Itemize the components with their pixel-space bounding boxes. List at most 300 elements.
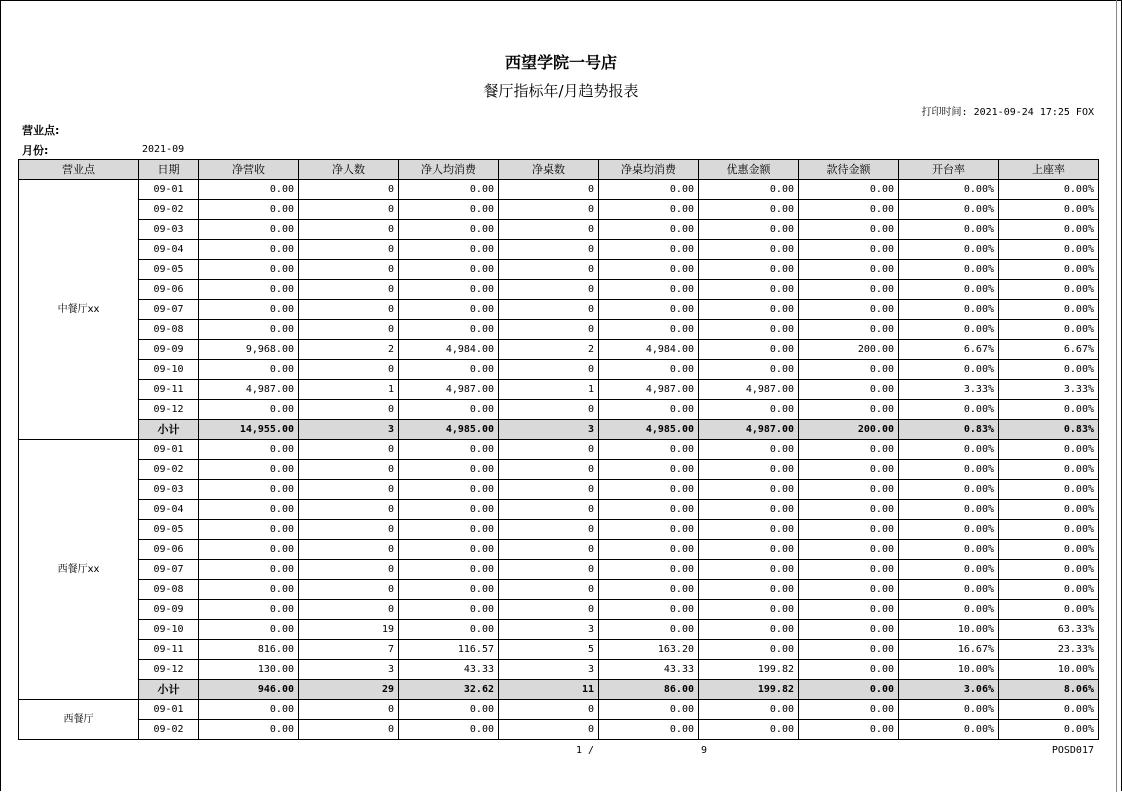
table-row: [19, 600, 1099, 620]
value-cell: 0.00: [799, 540, 899, 560]
value-cell: 0.00%: [899, 280, 999, 300]
date-cell: 09-10: [139, 360, 199, 380]
value-cell: 0.00: [799, 720, 899, 740]
value-cell: 0: [499, 360, 599, 380]
value-cell: 0.00: [799, 500, 899, 520]
value-cell: 4,987.00: [699, 380, 799, 400]
value-cell: 0.00: [199, 280, 299, 300]
value-cell: 0.00: [699, 500, 799, 520]
value-cell: 0.00: [399, 460, 499, 480]
value-cell: 0.00: [799, 220, 899, 240]
value-cell: 0.00%: [899, 220, 999, 240]
value-cell: 0: [299, 300, 399, 320]
value-cell: 7: [299, 640, 399, 660]
outlet-name: 中餐厅xx: [19, 180, 139, 440]
value-cell: 0.00: [199, 620, 299, 640]
value-cell: 0.00: [199, 180, 299, 200]
value-cell: 0: [299, 580, 399, 600]
value-cell: 0.00%: [999, 360, 1099, 380]
value-cell: 0.00: [599, 500, 699, 520]
table-row: [19, 500, 1099, 520]
table-row: [19, 620, 1099, 640]
date-cell: 09-11: [139, 640, 199, 660]
value-cell: 0.00: [699, 360, 799, 380]
table-row: [19, 580, 1099, 600]
value-cell: 200.00: [799, 340, 899, 360]
subtotal-cell: 3.06%: [899, 680, 999, 700]
value-cell: 0: [499, 580, 599, 600]
report-subtitle: 餐厅指标年/月趋势报表: [483, 82, 639, 100]
page-total: 9: [701, 745, 708, 756]
value-cell: 0.00: [399, 520, 499, 540]
value-cell: 0.00%: [999, 440, 1099, 460]
subtotal-cell: 4,985.00: [399, 420, 499, 440]
value-cell: 1: [499, 380, 599, 400]
value-cell: 0.00: [599, 560, 699, 580]
value-cell: 0.00: [799, 400, 899, 420]
subtotal-cell: 32.62: [399, 680, 499, 700]
value-cell: 0: [299, 560, 399, 580]
subtotal-cell: 11: [499, 680, 599, 700]
table-row: [19, 560, 1099, 580]
value-cell: 0.00%: [899, 500, 999, 520]
value-cell: 0.00%: [999, 600, 1099, 620]
value-cell: 0.00: [699, 620, 799, 640]
value-cell: 43.33: [399, 660, 499, 680]
value-cell: 0.00%: [999, 720, 1099, 740]
value-cell: 0.00%: [999, 400, 1099, 420]
value-cell: 0.00: [799, 520, 899, 540]
value-cell: 0.00: [399, 360, 499, 380]
table-row: [19, 260, 1099, 280]
table-row: [19, 480, 1099, 500]
value-cell: 0.00%: [899, 600, 999, 620]
value-cell: 0.00%: [999, 540, 1099, 560]
value-cell: 0.00%: [899, 480, 999, 500]
value-cell: 0.00: [199, 260, 299, 280]
value-cell: 0: [499, 700, 599, 720]
value-cell: 0: [299, 320, 399, 340]
value-cell: 3.33%: [999, 380, 1099, 400]
value-cell: 0.00%: [999, 480, 1099, 500]
value-cell: 0.00: [399, 620, 499, 640]
value-cell: 0: [499, 500, 599, 520]
page-edge: [1116, 0, 1117, 792]
table-row: [19, 280, 1099, 300]
column-header: 营业点: [19, 160, 139, 180]
value-cell: 0: [499, 520, 599, 540]
report-table: [18, 159, 1099, 740]
value-cell: 0.00: [799, 200, 899, 220]
value-cell: 19: [299, 620, 399, 640]
value-cell: 0.00: [799, 600, 899, 620]
value-cell: 0: [299, 700, 399, 720]
table-row: [19, 200, 1099, 220]
subtotal-cell: 0.83%: [999, 420, 1099, 440]
date-cell: 09-05: [139, 520, 199, 540]
value-cell: 0.00: [599, 360, 699, 380]
value-cell: 0.00: [699, 480, 799, 500]
value-cell: 0.00%: [999, 300, 1099, 320]
column-header: 净桌数: [499, 160, 599, 180]
value-cell: 0.00: [199, 200, 299, 220]
column-header: 日期: [139, 160, 199, 180]
date-cell: 09-01: [139, 700, 199, 720]
date-cell: 09-10: [139, 620, 199, 640]
value-cell: 0.00: [599, 620, 699, 640]
value-cell: 0.00: [799, 460, 899, 480]
value-cell: 0.00: [799, 660, 899, 680]
subtotal-cell: 3: [299, 420, 399, 440]
column-header: 开台率: [899, 160, 999, 180]
value-cell: 0: [499, 320, 599, 340]
value-cell: 6.67%: [999, 340, 1099, 360]
value-cell: 0.00: [699, 180, 799, 200]
value-cell: 0: [499, 440, 599, 460]
value-cell: 0.00: [399, 600, 499, 620]
date-cell: 09-03: [139, 220, 199, 240]
value-cell: 0.00%: [899, 300, 999, 320]
value-cell: 0: [299, 400, 399, 420]
value-cell: 0: [499, 460, 599, 480]
value-cell: 0.00: [799, 480, 899, 500]
value-cell: 0.00: [399, 480, 499, 500]
value-cell: 3: [299, 660, 399, 680]
value-cell: 0.00: [399, 560, 499, 580]
value-cell: 0.00%: [899, 720, 999, 740]
date-cell: 09-09: [139, 340, 199, 360]
value-cell: 3: [499, 620, 599, 640]
value-cell: 0.00: [699, 600, 799, 620]
value-cell: 4,984.00: [399, 340, 499, 360]
value-cell: 0.00: [599, 320, 699, 340]
value-cell: 0: [299, 540, 399, 560]
value-cell: 4,987.00: [599, 380, 699, 400]
report-title: 西望学院一号店: [504, 53, 617, 72]
value-cell: 0.00: [199, 240, 299, 260]
value-cell: 0.00: [199, 460, 299, 480]
value-cell: 130.00: [199, 660, 299, 680]
subtotal-cell: 200.00: [799, 420, 899, 440]
value-cell: 0.00: [599, 440, 699, 460]
value-cell: 0: [299, 200, 399, 220]
date-cell: 09-06: [139, 280, 199, 300]
value-cell: 0.00%: [899, 580, 999, 600]
column-header: 净人数: [299, 160, 399, 180]
value-cell: 0.00: [699, 300, 799, 320]
value-cell: 0.00: [799, 440, 899, 460]
subtotal-label: 小计: [139, 680, 199, 700]
column-header: 净人均消费: [399, 160, 499, 180]
value-cell: 0.00: [799, 580, 899, 600]
subtotal-cell: 0.00: [799, 680, 899, 700]
value-cell: 0.00: [699, 200, 799, 220]
value-cell: 0: [499, 220, 599, 240]
value-cell: 0.00: [799, 560, 899, 580]
value-cell: 0.00: [599, 520, 699, 540]
value-cell: 0.00: [599, 460, 699, 480]
value-cell: 4,987.00: [399, 380, 499, 400]
value-cell: 0.00%: [899, 360, 999, 380]
value-cell: 0.00: [399, 500, 499, 520]
value-cell: 0.00%: [999, 240, 1099, 260]
date-cell: 09-04: [139, 240, 199, 260]
value-cell: 0.00%: [899, 180, 999, 200]
value-cell: 0.00%: [899, 320, 999, 340]
value-cell: 0.00: [199, 400, 299, 420]
date-cell: 09-07: [139, 300, 199, 320]
subtotal-cell: 14,955.00: [199, 420, 299, 440]
value-cell: 0.00: [399, 300, 499, 320]
value-cell: 0.00: [399, 580, 499, 600]
subtotal-row: [19, 680, 1099, 700]
subtotal-label: 小计: [139, 420, 199, 440]
value-cell: 0.00%: [999, 560, 1099, 580]
table-row: [19, 640, 1099, 660]
column-header: 净桌均消费: [599, 160, 699, 180]
value-cell: 0.00: [399, 720, 499, 740]
value-cell: 0.00%: [999, 260, 1099, 280]
outlet-label: 营业点:: [22, 124, 60, 137]
value-cell: 0.00: [799, 260, 899, 280]
column-header: 净营收: [199, 160, 299, 180]
value-cell: 0.00: [199, 320, 299, 340]
value-cell: 0: [499, 180, 599, 200]
value-cell: 0.00: [599, 280, 699, 300]
value-cell: 0.00: [399, 240, 499, 260]
value-cell: 0.00: [599, 720, 699, 740]
value-cell: 0.00: [599, 540, 699, 560]
value-cell: 0: [299, 460, 399, 480]
value-cell: 0.00%: [899, 460, 999, 480]
value-cell: 0.00: [199, 440, 299, 460]
value-cell: 0.00: [399, 700, 499, 720]
value-cell: 2: [299, 340, 399, 360]
value-cell: 0.00%: [899, 240, 999, 260]
value-cell: 0.00: [799, 700, 899, 720]
value-cell: 0.00: [199, 560, 299, 580]
table-row: [19, 380, 1099, 400]
value-cell: 0.00%: [899, 540, 999, 560]
value-cell: 0.00: [699, 460, 799, 480]
date-cell: 09-02: [139, 200, 199, 220]
table-row: [19, 180, 1099, 200]
subtotal-cell: 0.83%: [899, 420, 999, 440]
value-cell: 0.00: [399, 320, 499, 340]
date-cell: 09-07: [139, 560, 199, 580]
value-cell: 0.00: [399, 540, 499, 560]
value-cell: 0.00%: [999, 200, 1099, 220]
subtotal-cell: 3: [499, 420, 599, 440]
value-cell: 0.00: [699, 340, 799, 360]
table-row: [19, 400, 1099, 420]
value-cell: 0.00: [199, 480, 299, 500]
value-cell: 0.00: [699, 240, 799, 260]
table-row: [19, 220, 1099, 240]
table-row: [19, 440, 1099, 460]
table-row: [19, 720, 1099, 740]
value-cell: 0.00: [199, 700, 299, 720]
month-value: 2021-09: [142, 144, 185, 155]
date-cell: 09-08: [139, 580, 199, 600]
value-cell: 0: [299, 360, 399, 380]
value-cell: 0.00%: [999, 320, 1099, 340]
value-cell: 0.00: [599, 300, 699, 320]
value-cell: 0.00: [599, 240, 699, 260]
value-cell: 0.00: [699, 640, 799, 660]
value-cell: 0.00: [399, 220, 499, 240]
table-header-row: [19, 160, 1099, 180]
value-cell: 0.00: [599, 580, 699, 600]
value-cell: 5: [499, 640, 599, 660]
value-cell: 0: [299, 280, 399, 300]
month-label: 月份:: [22, 144, 49, 157]
outlet-name: 西餐厅xx: [19, 440, 139, 700]
value-cell: 0.00: [199, 220, 299, 240]
value-cell: 0: [499, 560, 599, 580]
value-cell: 0: [499, 300, 599, 320]
value-cell: 0.00: [399, 180, 499, 200]
date-cell: 09-04: [139, 500, 199, 520]
value-cell: 0.00: [399, 280, 499, 300]
value-cell: 0.00: [399, 260, 499, 280]
value-cell: 199.82: [699, 660, 799, 680]
value-cell: 3: [499, 660, 599, 680]
value-cell: 0.00%: [999, 500, 1099, 520]
date-cell: 09-02: [139, 460, 199, 480]
value-cell: 0.00%: [999, 460, 1099, 480]
value-cell: 0.00: [599, 700, 699, 720]
value-cell: 0: [499, 400, 599, 420]
subtotal-cell: 946.00: [199, 680, 299, 700]
value-cell: 3.33%: [899, 380, 999, 400]
value-cell: 0.00: [699, 520, 799, 540]
value-cell: 0.00: [199, 540, 299, 560]
value-cell: 0.00: [699, 220, 799, 240]
value-cell: 0.00: [199, 360, 299, 380]
value-cell: 0.00: [699, 720, 799, 740]
value-cell: 0.00: [599, 480, 699, 500]
value-cell: 0: [499, 480, 599, 500]
value-cell: 0.00%: [999, 180, 1099, 200]
subtotal-cell: 4,987.00: [699, 420, 799, 440]
date-cell: 09-08: [139, 320, 199, 340]
value-cell: 4,987.00: [199, 380, 299, 400]
value-cell: 0.00: [699, 580, 799, 600]
value-cell: 0.00: [599, 220, 699, 240]
date-cell: 09-09: [139, 600, 199, 620]
value-cell: 0.00: [399, 200, 499, 220]
value-cell: 0.00: [799, 240, 899, 260]
table-row: [19, 660, 1099, 680]
value-cell: 0.00: [699, 540, 799, 560]
column-header: 上座率: [999, 160, 1099, 180]
value-cell: 0.00: [799, 380, 899, 400]
outlet-name: 西餐厅: [19, 700, 139, 740]
value-cell: 0.00: [199, 580, 299, 600]
value-cell: 0.00: [699, 700, 799, 720]
value-cell: 0.00%: [899, 440, 999, 460]
value-cell: 0: [499, 720, 599, 740]
value-cell: 0.00: [799, 360, 899, 380]
value-cell: 4,984.00: [599, 340, 699, 360]
value-cell: 0: [499, 200, 599, 220]
table-row: [19, 360, 1099, 380]
value-cell: 2: [499, 340, 599, 360]
value-cell: 0: [499, 280, 599, 300]
value-cell: 0.00: [199, 300, 299, 320]
value-cell: 43.33: [599, 660, 699, 680]
table-row: [19, 300, 1099, 320]
value-cell: 0: [299, 240, 399, 260]
date-cell: 09-01: [139, 440, 199, 460]
value-cell: 0.00%: [899, 400, 999, 420]
table-row: [19, 340, 1099, 360]
value-cell: 10.00%: [899, 660, 999, 680]
value-cell: 0: [299, 720, 399, 740]
value-cell: 0: [299, 600, 399, 620]
value-cell: 16.67%: [899, 640, 999, 660]
value-cell: 10.00%: [899, 620, 999, 640]
table-row: [19, 700, 1099, 720]
table-row: [19, 240, 1099, 260]
value-cell: 0.00%: [999, 700, 1099, 720]
value-cell: 0: [299, 480, 399, 500]
date-cell: 09-06: [139, 540, 199, 560]
value-cell: 0.00: [799, 640, 899, 660]
value-cell: 6.67%: [899, 340, 999, 360]
value-cell: 0: [299, 520, 399, 540]
value-cell: 0.00%: [999, 580, 1099, 600]
date-cell: 09-12: [139, 400, 199, 420]
value-cell: 0: [299, 260, 399, 280]
value-cell: 0.00: [699, 260, 799, 280]
value-cell: 0.00%: [899, 260, 999, 280]
date-cell: 09-03: [139, 480, 199, 500]
value-cell: 0.00: [699, 440, 799, 460]
value-cell: 0.00: [599, 200, 699, 220]
table-row: [19, 460, 1099, 480]
value-cell: 0.00: [799, 620, 899, 640]
table-body: [19, 180, 1099, 740]
date-cell: 09-12: [139, 660, 199, 680]
value-cell: 0.00: [199, 500, 299, 520]
date-cell: 09-01: [139, 180, 199, 200]
value-cell: 0.00: [599, 180, 699, 200]
report-code: POSD017: [1051, 745, 1094, 756]
value-cell: 0.00: [699, 320, 799, 340]
value-cell: 63.33%: [999, 620, 1099, 640]
value-cell: 0.00: [199, 600, 299, 620]
date-cell: 09-02: [139, 720, 199, 740]
value-cell: 0.00: [699, 280, 799, 300]
print-time: 打印时间: 2021-09-24 17:25 FOX: [921, 107, 1094, 118]
column-header: 优惠金额: [699, 160, 799, 180]
value-cell: 0.00: [799, 320, 899, 340]
value-cell: 0.00%: [899, 700, 999, 720]
value-cell: 0.00: [199, 720, 299, 740]
date-cell: 09-11: [139, 380, 199, 400]
subtotal-cell: 29: [299, 680, 399, 700]
value-cell: 816.00: [199, 640, 299, 660]
value-cell: 0.00%: [899, 560, 999, 580]
value-cell: 0.00%: [999, 520, 1099, 540]
value-cell: 0.00: [399, 440, 499, 460]
value-cell: 1: [299, 380, 399, 400]
value-cell: 0.00: [799, 280, 899, 300]
value-cell: 10.00%: [999, 660, 1099, 680]
table-row: [19, 540, 1099, 560]
